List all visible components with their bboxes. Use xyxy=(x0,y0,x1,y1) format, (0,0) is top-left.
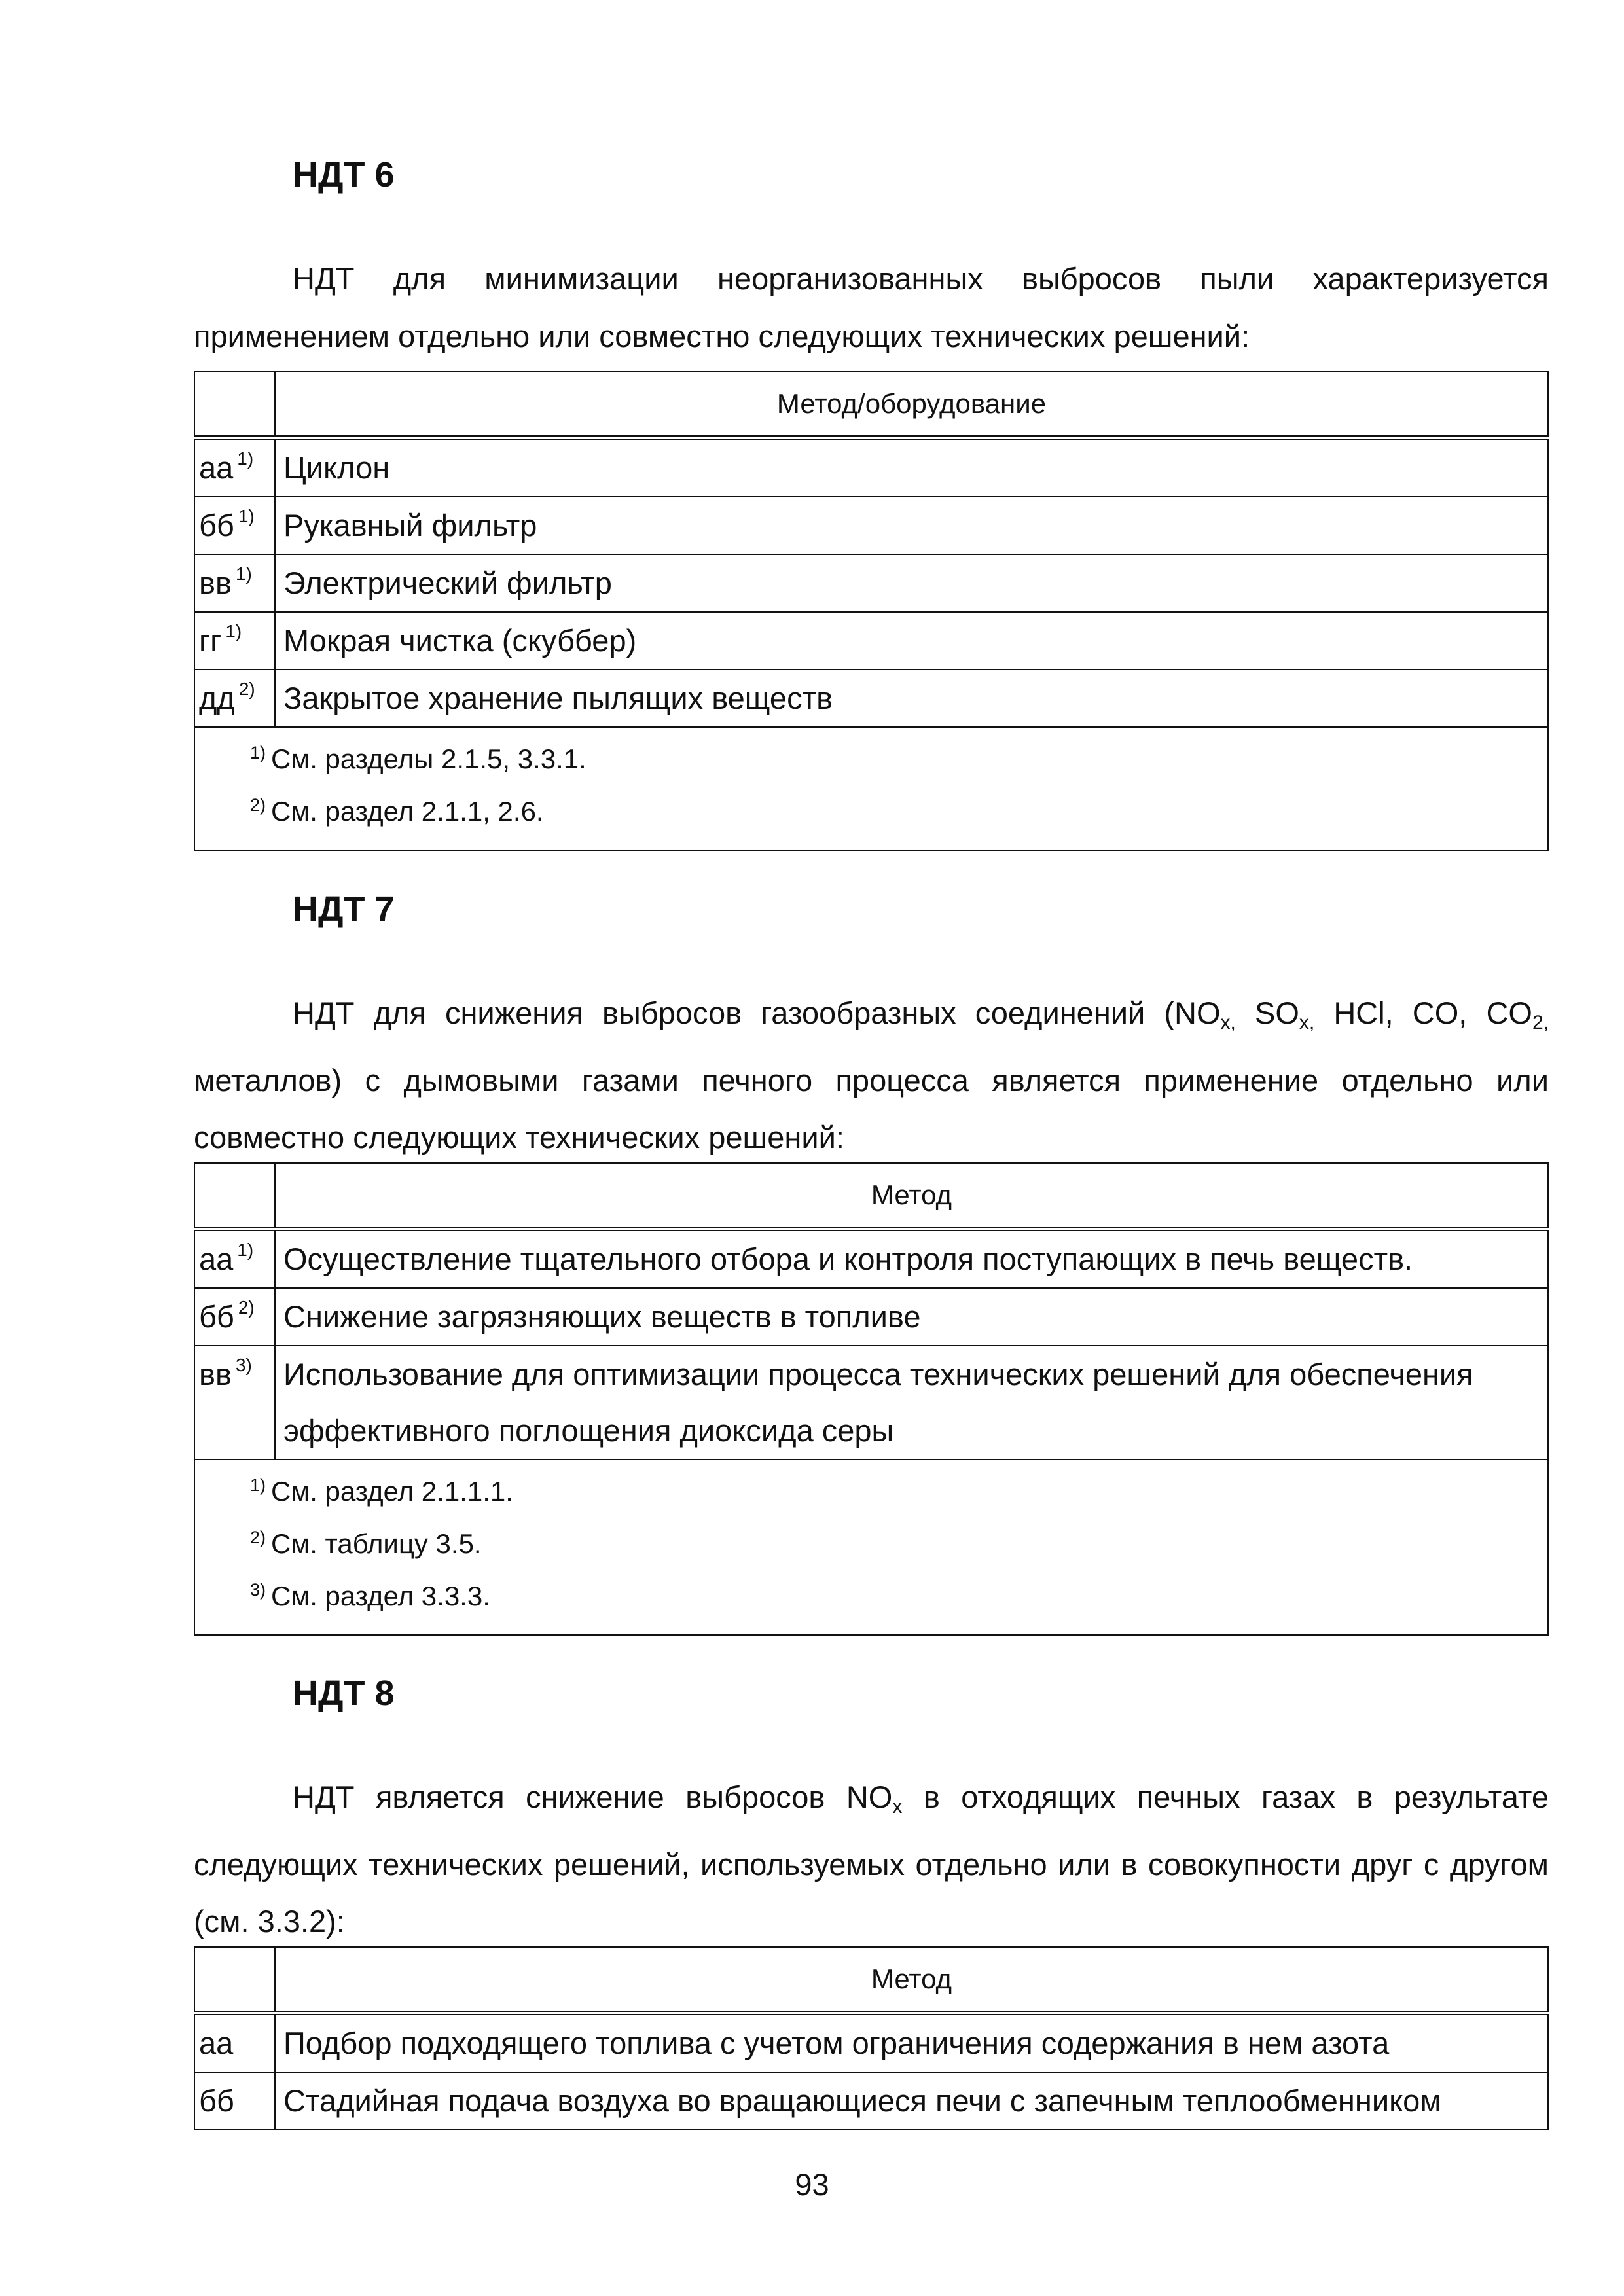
table-header-row xyxy=(194,1947,1548,2013)
table-header-empty-cell xyxy=(194,1163,275,1229)
table-row xyxy=(194,612,1548,670)
row-text-cell: Циклон xyxy=(275,438,1548,497)
footnote: $^{2)}$ См. таблицу 3.5. xyxy=(250,1528,482,1559)
section-heading-bat7: НДТ 7 xyxy=(293,889,395,929)
row-code-cell: бб $^{2)}$ xyxy=(194,1288,275,1346)
table-row xyxy=(194,438,1548,497)
row-code-cell: аа $^{1)}$ xyxy=(194,438,275,497)
methods-table-bat8 xyxy=(194,1946,1549,2130)
table-row xyxy=(194,670,1548,727)
footnote: $^{1)}$ См. раздел 2.1.1.1. xyxy=(250,1475,513,1507)
section-heading-bat8: НДТ 8 xyxy=(293,1674,395,1713)
footnote: $^{3)}$ См. раздел 3.3.3. xyxy=(250,1580,490,1611)
table-row xyxy=(194,2072,1548,2130)
methods-table-bat7 xyxy=(194,1162,1549,1636)
section-paragraph-bat8: НДТ является снижение выбросов $NO_x$ в отходящих печных газах в результате следующих технических решений, используемых отдельно или в совокупности друг с другом (см. 3.3.2): xyxy=(194,1780,1549,1939)
table-notes-cell xyxy=(194,727,1548,850)
row-text-cell: Мокрая чистка (скуббер) xyxy=(275,612,1548,670)
table-notes-cell xyxy=(194,1460,1548,1635)
table-header-empty-cell xyxy=(194,372,275,438)
section-paragraph-bat6: НДТ для минимизации неорганизованных выбросов пыли характеризуется применением отдельно или совместно следующих технических решений: xyxy=(194,261,1549,353)
methods-table-bat6 xyxy=(194,371,1549,851)
page-number: 93 xyxy=(795,2167,829,2202)
table-notes-row xyxy=(194,727,1548,850)
row-text-cell: Электрический фильтр xyxy=(275,554,1548,612)
row-code-cell: аа $^{1)}$ xyxy=(194,1229,275,1289)
table-header-cell: Метод/оборудование xyxy=(275,372,1548,438)
row-text-cell: Рукавный фильтр xyxy=(275,497,1548,554)
table-row xyxy=(194,1346,1548,1460)
table-row xyxy=(194,1288,1548,1346)
table-header-cell: Метод xyxy=(275,1947,1548,2013)
footnote: $^{1)}$ См. разделы 2.1.5, 3.3.1. xyxy=(250,743,586,774)
row-text-cell: Закрытое хранение пылящих веществ xyxy=(275,670,1548,727)
row-code-cell: вв $^{1)}$ xyxy=(194,554,275,612)
section-paragraph-bat7: НДТ для снижения выбросов газообразных соединений ($NO_{x,}$ $SO_{x,}$ HCl, CO, $CO_{2,}$ металлов) с дымовыми газами печного процесса является применение отдельно или совместно следующих технических решений: xyxy=(194,996,1549,1155)
table-row xyxy=(194,1229,1548,1289)
table-notes-row xyxy=(194,1460,1548,1635)
table-header-row xyxy=(194,372,1548,438)
row-code-cell: аа xyxy=(194,2013,275,2073)
row-code-cell: вв $^{3)}$ xyxy=(194,1346,275,1460)
table-row xyxy=(194,554,1548,612)
table-header-row xyxy=(194,1163,1548,1229)
row-text-cell: Стадийная подача воздуха во вращающиеся печи с запечным теплообменником xyxy=(275,2072,1548,2130)
row-text-cell: Подбор подходящего топлива с учетом ограничения содержания в нем азота xyxy=(275,2013,1548,2073)
table-row xyxy=(194,497,1548,554)
table-row xyxy=(194,2013,1548,2073)
section-heading-bat6: НДТ 6 xyxy=(293,155,395,194)
row-code-cell: бб $^{1)}$ xyxy=(194,497,275,554)
footnote: $^{2)}$ См. раздел 2.1.1, 2.6. xyxy=(250,795,544,827)
row-code-cell: бб xyxy=(194,2072,275,2130)
row-text-cell: Осуществление тщательного отбора и контроля поступающих в печь веществ. xyxy=(275,1229,1548,1289)
row-code-cell: гг $^{1)}$ xyxy=(194,612,275,670)
row-text-cell: Снижение загрязняющих веществ в топливе xyxy=(275,1288,1548,1346)
table-header-cell: Метод xyxy=(275,1163,1548,1229)
row-code-cell: дд $^{2)}$ xyxy=(194,670,275,727)
table-header-empty-cell xyxy=(194,1947,275,2013)
row-text-cell: Использование для оптимизации процесса технических решений для обеспечения эффективного поглощения диоксида серы xyxy=(275,1346,1548,1460)
